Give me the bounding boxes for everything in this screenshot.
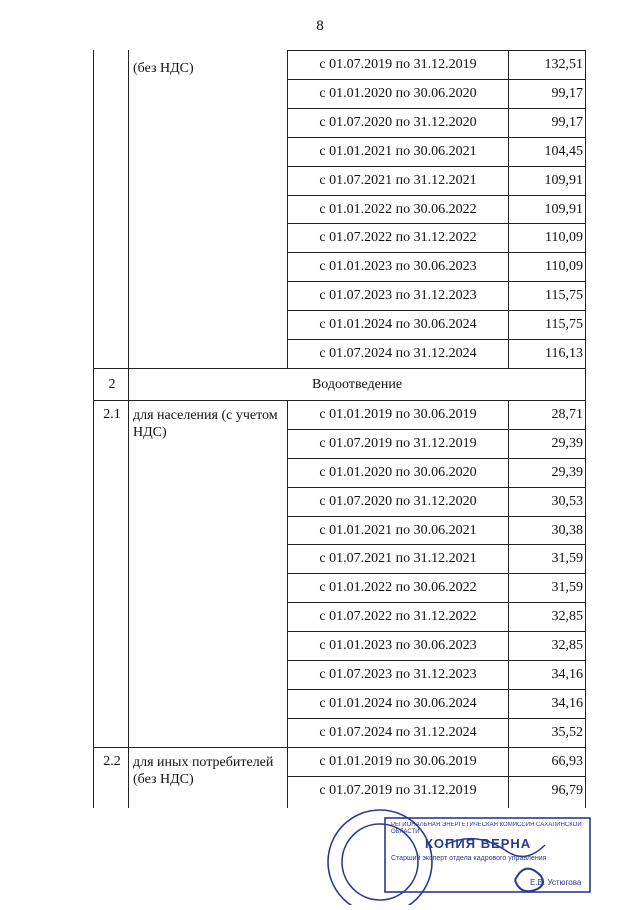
period-cell: с 01.07.2022 по 31.12.2022 [319,609,477,625]
value-cell: 28,71 [551,406,583,422]
stamp-signer: Е.В. Устюгова [530,878,582,887]
row-divider [287,516,585,517]
value-cell: 115,75 [545,317,583,333]
row-divider [287,310,585,311]
value-cell: 30,38 [551,522,583,538]
stamp-line-2: КОПИЯ ВЕРНА [425,836,532,851]
section-title: Водоотведение [311,376,403,392]
row-divider [287,487,585,488]
period-cell: с 01.07.2024 по 31.12.2024 [319,346,477,361]
value-cell: 115,75 [545,288,583,304]
col-line [128,368,129,400]
stamp-seal-icon [325,800,595,905]
row-divider [287,429,585,430]
period-cell: с 01.07.2019 по 31.12.2019 [319,782,477,798]
value-cell: 132,51 [544,57,583,72]
period-cell: с 01.01.2023 по 30.06.2023 [319,638,477,654]
period-cell: с 01.07.2023 по 31.12.2023 [319,667,477,682]
row-number: 2.1 [103,406,121,422]
col-line [508,400,509,747]
row-divider [287,79,585,80]
period-cell: с 01.07.2020 по 31.12.2020 [319,493,477,509]
value-cell: 29,39 [551,435,583,451]
row-divider [287,689,585,690]
value-cell: 31,59 [551,580,583,596]
category-cell: для иных потребителей (без НДС) [133,754,274,787]
row-number: 2.2 [103,753,121,769]
value-cell: 96,79 [551,782,583,798]
value-cell: 99,17 [551,114,583,130]
row-divider [287,660,585,661]
row-divider [287,631,585,632]
period-cell: с 01.01.2020 по 30.06.2020 [319,464,477,480]
row-divider [287,400,585,401]
row-divider [287,195,585,196]
section-top-line [93,368,585,369]
period-cell: с 01.07.2024 по 31.12.2024 [319,724,477,740]
period-cell: с 01.07.2020 по 31.12.2020 [319,114,477,130]
stamp-line-1: РЕГИОНАЛЬНАЯ ЭНЕРГЕТИЧЕСКАЯ КОМИССИЯ САХАЛИНСКОЙ ОБЛАСТИ [391,822,582,835]
period-cell: с 01.01.2022 по 30.06.2022 [319,201,477,217]
col-line [287,747,288,809]
stamp-line-3: Старший эксперт отдела кадрового управления [391,855,547,862]
period-cell: с 01.07.2021 по 31.12.2021 [319,551,477,567]
value-cell: 116,13 [545,346,583,361]
value-cell: 104,45 [544,143,583,159]
col-line [287,400,288,747]
row-divider [287,281,585,282]
row-divider [287,776,585,777]
period-cell: с 01.01.2023 по 30.06.2023 [319,259,477,275]
value-cell: 32,85 [551,609,583,625]
value-cell: 32,85 [551,638,583,654]
period-cell: с 01.01.2021 по 30.06.2021 [319,522,477,538]
col-line [128,400,129,747]
period-cell: с 01.01.2020 по 30.06.2020 [319,85,477,101]
value-cell: 110,09 [545,230,583,246]
row-divider [287,50,585,51]
row-divider [287,223,585,224]
row-divider [287,602,585,603]
row-divider [287,573,585,574]
period-cell: с 01.01.2024 по 30.06.2024 [319,695,477,711]
row-divider [287,544,585,545]
section-number: 2 [108,376,116,392]
col-line [93,747,94,809]
period-cell: с 01.01.2022 по 30.06.2022 [319,580,477,596]
period-cell: с 01.07.2021 по 31.12.2021 [319,172,477,188]
value-cell: 109,91 [544,201,583,217]
col-line [585,368,586,400]
category-cell: для населения (с учетом НДС) [133,407,278,440]
period-cell: с 01.01.2019 по 30.06.2019 [319,753,477,769]
value-cell: 35,52 [551,724,583,740]
col-line [128,50,129,368]
row-divider [287,108,585,109]
category-cell: (без НДС) [133,61,194,76]
col-line [585,400,586,747]
period-cell: с 01.01.2019 по 30.06.2019 [319,406,477,422]
row-divider [287,166,585,167]
col-line [128,747,129,809]
value-cell: 34,16 [551,667,583,682]
col-line [508,50,509,368]
value-cell: 109,91 [544,172,583,188]
period-cell: с 01.07.2023 по 31.12.2023 [319,288,477,304]
value-cell: 30,53 [551,493,583,509]
period-cell: с 01.07.2019 по 31.12.2019 [319,435,477,451]
period-cell: с 01.07.2019 по 31.12.2019 [319,57,477,72]
value-cell: 99,17 [551,85,583,101]
col-line [93,368,94,400]
row-divider [287,458,585,459]
period-cell: с 01.07.2022 по 31.12.2022 [319,230,477,246]
certification-stamp [325,800,595,905]
value-cell: 31,59 [551,551,583,567]
row-divider [287,718,585,719]
row-divider [287,339,585,340]
value-cell: 29,39 [551,464,583,480]
value-cell: 110,09 [545,259,583,275]
value-cell: 66,93 [551,753,583,769]
col-line [287,50,288,368]
period-cell: с 01.01.2024 по 30.06.2024 [319,317,477,333]
page-number: 8 [316,18,324,34]
row-divider [287,137,585,138]
col-line [93,400,94,747]
value-cell: 34,16 [551,695,583,711]
col-line [93,50,94,368]
period-cell: с 01.01.2021 по 30.06.2021 [319,143,477,159]
row-divider [287,252,585,253]
col-line [585,50,586,368]
row-divider [287,747,585,748]
